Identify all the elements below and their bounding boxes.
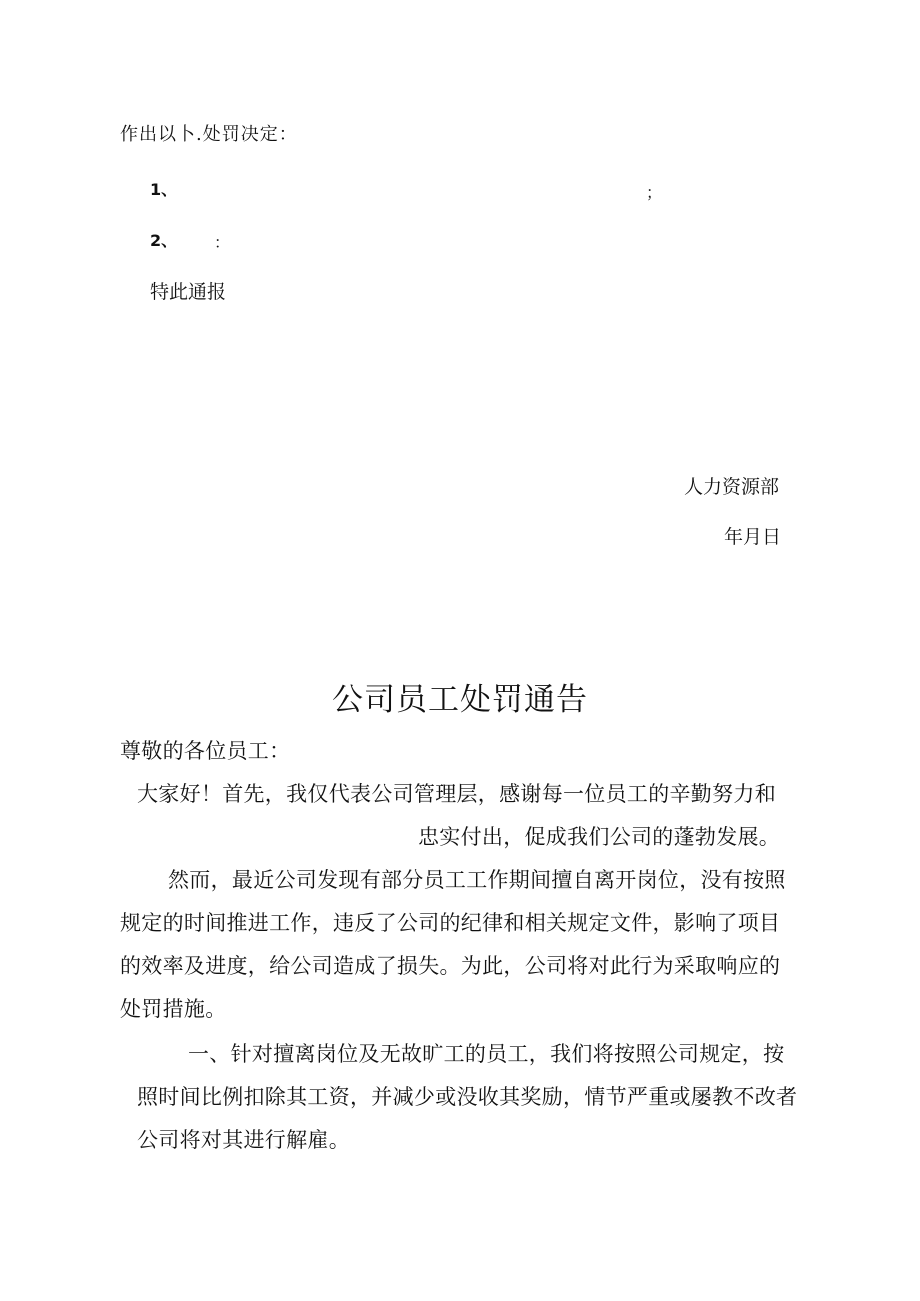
paragraph-2-line: 然而，最近公司发现有部分员工工作期间擅自离开岗位，没有按照 <box>168 868 786 892</box>
decision-intro-text: 作出以卜.处罚决定： <box>120 124 298 145</box>
notice-title: 公司员工处罚通告 <box>332 682 588 718</box>
signature-date: 年月日 <box>724 526 782 548</box>
paragraph-2-line: 的效率及进度，给公司造成了损失。为此，公司将对此行为采取响应的 <box>120 954 781 978</box>
paragraph-2-line: 处罚措施。 <box>120 997 227 1021</box>
decision-item-2-end: ： <box>214 233 231 252</box>
decision-item-1-end: ； <box>646 183 663 202</box>
paragraph-3-line: 一、针对擅离岗位及无故旷工的员工，我们将按照公司规定，按 <box>188 1042 785 1066</box>
paragraph-1-line: 忠实付出，促成我们公司的蓬勃发展。 <box>418 825 781 849</box>
closing-text: 特此通报 <box>150 281 227 303</box>
paragraph-3-line: 照时间比例扣除其工资，并减少或没收其奖励，情节严重或屡教不改者 <box>137 1085 798 1109</box>
decision-item-2-number: 2、 <box>150 231 178 250</box>
signature-department: 人力资源部 <box>684 476 780 498</box>
paragraph-2-line: 规定的时间推进工作，违反了公司的纪律和相关规定文件，影响了项目 <box>120 911 781 935</box>
salutation: 尊敬的各位员工： <box>120 739 291 763</box>
decision-item-1-number: 1、 <box>150 180 178 199</box>
paragraph-1-line: 大家好！首先，我仅代表公司管理层，感谢每一位员工的辛勤努力和 <box>137 782 776 806</box>
paragraph-3-line: 公司将对其进行解雇。 <box>137 1128 350 1152</box>
